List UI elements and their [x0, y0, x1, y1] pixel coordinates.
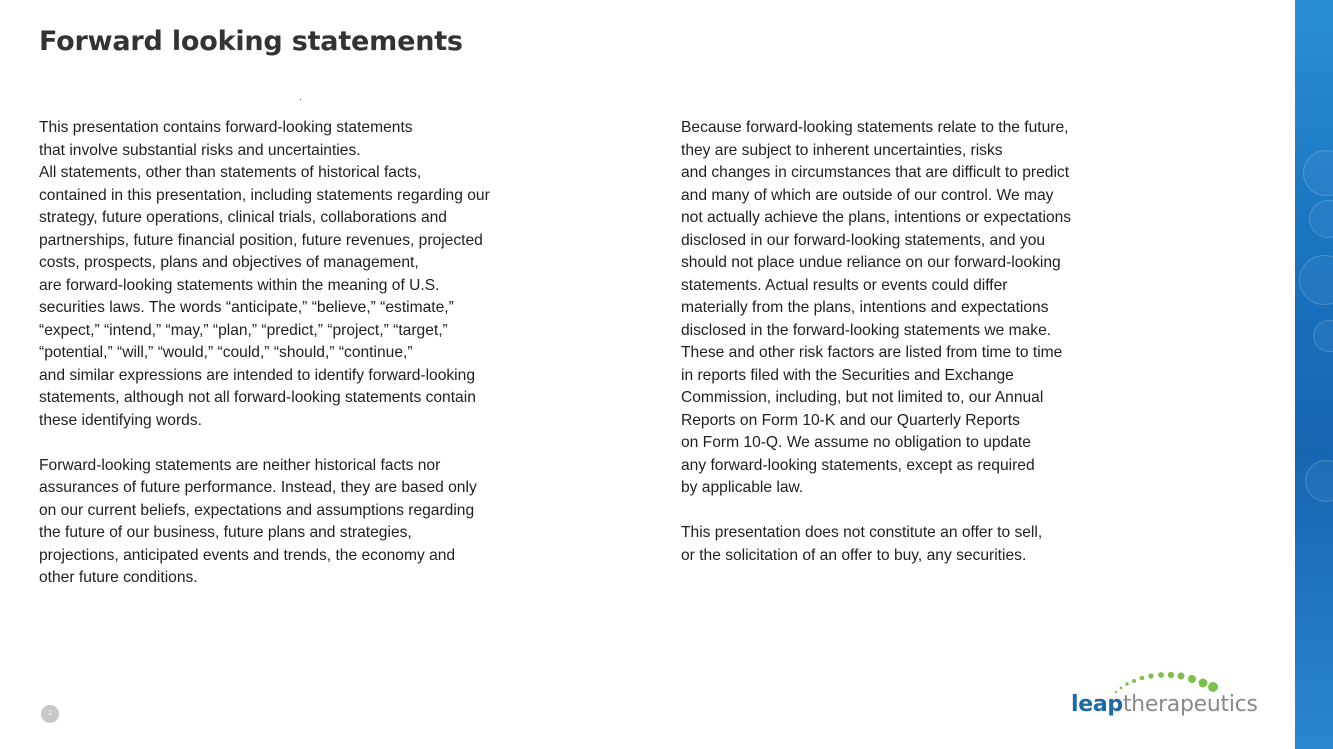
text-line: should not place undue reliance on our forward-looking: [681, 254, 1061, 271]
text-line: disclosed in the forward-looking statements we make.: [681, 321, 1052, 339]
text-line: by applicable law.: [681, 479, 804, 496]
text-line: these identifying words.: [39, 411, 202, 429]
slide-title: Forward looking statements: [39, 26, 463, 57]
leap-therapeutics-logo: [1070, 668, 1258, 723]
text-line: not actually achieve the plans, intentions or expectations: [681, 209, 1072, 226]
text-line: that involve substantial risks and uncertainties.: [39, 141, 361, 159]
text-line: Reports on Form 10-K and our Quarterly Reports: [681, 411, 1020, 429]
text-line: and many of which are outside of our control. We may: [681, 186, 1054, 204]
right-text-column: [681, 117, 1151, 567]
text-line: These and other risk factors are listed from time to time: [681, 344, 1063, 361]
text-line: statements. Actual results or events could differ: [681, 276, 1008, 294]
left-text-column: [39, 117, 599, 590]
text-line: and similar expressions are intended to identify forward-looking: [39, 366, 475, 384]
text-line: Forward-looking statements are neither historical facts nor: [39, 456, 441, 474]
text-line: This presentation contains forward-looking statements: [39, 119, 413, 136]
text-line: All statements, other than statements of historical facts,: [39, 164, 422, 181]
text-line: they are subject to inherent uncertainties, risks: [681, 141, 1003, 159]
stray-dot: [300, 99, 301, 100]
text-line: on our current beliefs, expectations and assumptions regarding: [39, 501, 475, 519]
text-line: “expect,” “intend,” “may,” “plan,” “predict,” “project,” “target,”: [39, 321, 448, 339]
text-line: securities laws. The words “anticipate,” “believe,” “estimate,”: [39, 299, 454, 316]
text-line: contained in this presentation, including statements regarding our: [39, 186, 490, 204]
text-line: are forward-looking statements within the meaning of U.S.: [39, 276, 440, 294]
text-line: “potential,” “will,” “would,” “could,” “should,” “continue,”: [39, 344, 413, 361]
text-line: strategy, future operations, clinical trials, collaborations and: [39, 209, 447, 226]
text-line: other future conditions.: [39, 569, 198, 586]
text-line: partnerships, future financial position, future revenues, projected: [39, 231, 483, 249]
logo-word-therapeutics: therapeutics: [1122, 692, 1258, 717]
text-line: statements, although not all forward-looking statements contain: [39, 389, 476, 406]
text-line: in reports filed with the Securities and Exchange: [681, 366, 1014, 384]
decorative-side-bar: [1295, 0, 1333, 749]
text-line: materially from the plans, intentions and expectations: [681, 299, 1049, 316]
paragraph-gap: [681, 500, 1151, 523]
text-line: This presentation does not constitute an offer to sell,: [681, 524, 1043, 541]
text-line: Because forward-looking statements relate to the future,: [681, 119, 1069, 136]
text-line: the future of our business, future plans and strategies,: [39, 524, 412, 541]
page-number-badge: 2: [41, 705, 59, 723]
logo-word-leap: leap: [1071, 692, 1123, 717]
text-line: and changes in circumstances that are difficult to predict: [681, 164, 1070, 181]
text-line: on Form 10-Q. We assume no obligation to update: [681, 434, 1031, 451]
text-line: costs, prospects, plans and objectives of management,: [39, 254, 419, 271]
text-line: Commission, including, but not limited to, our Annual: [681, 389, 1044, 406]
text-line: any forward-looking statements, except as required: [681, 456, 1035, 474]
dots-arc-icon: [1070, 668, 1255, 694]
paragraph-gap: [39, 432, 599, 455]
text-line: disclosed in our forward-looking statements, and you: [681, 231, 1046, 249]
text-line: assurances of future performance. Instead, they are based only: [39, 479, 477, 496]
text-line: projections, anticipated events and trends, the economy and: [39, 546, 456, 564]
text-line: or the solicitation of an offer to buy, any securities.: [681, 546, 1027, 564]
